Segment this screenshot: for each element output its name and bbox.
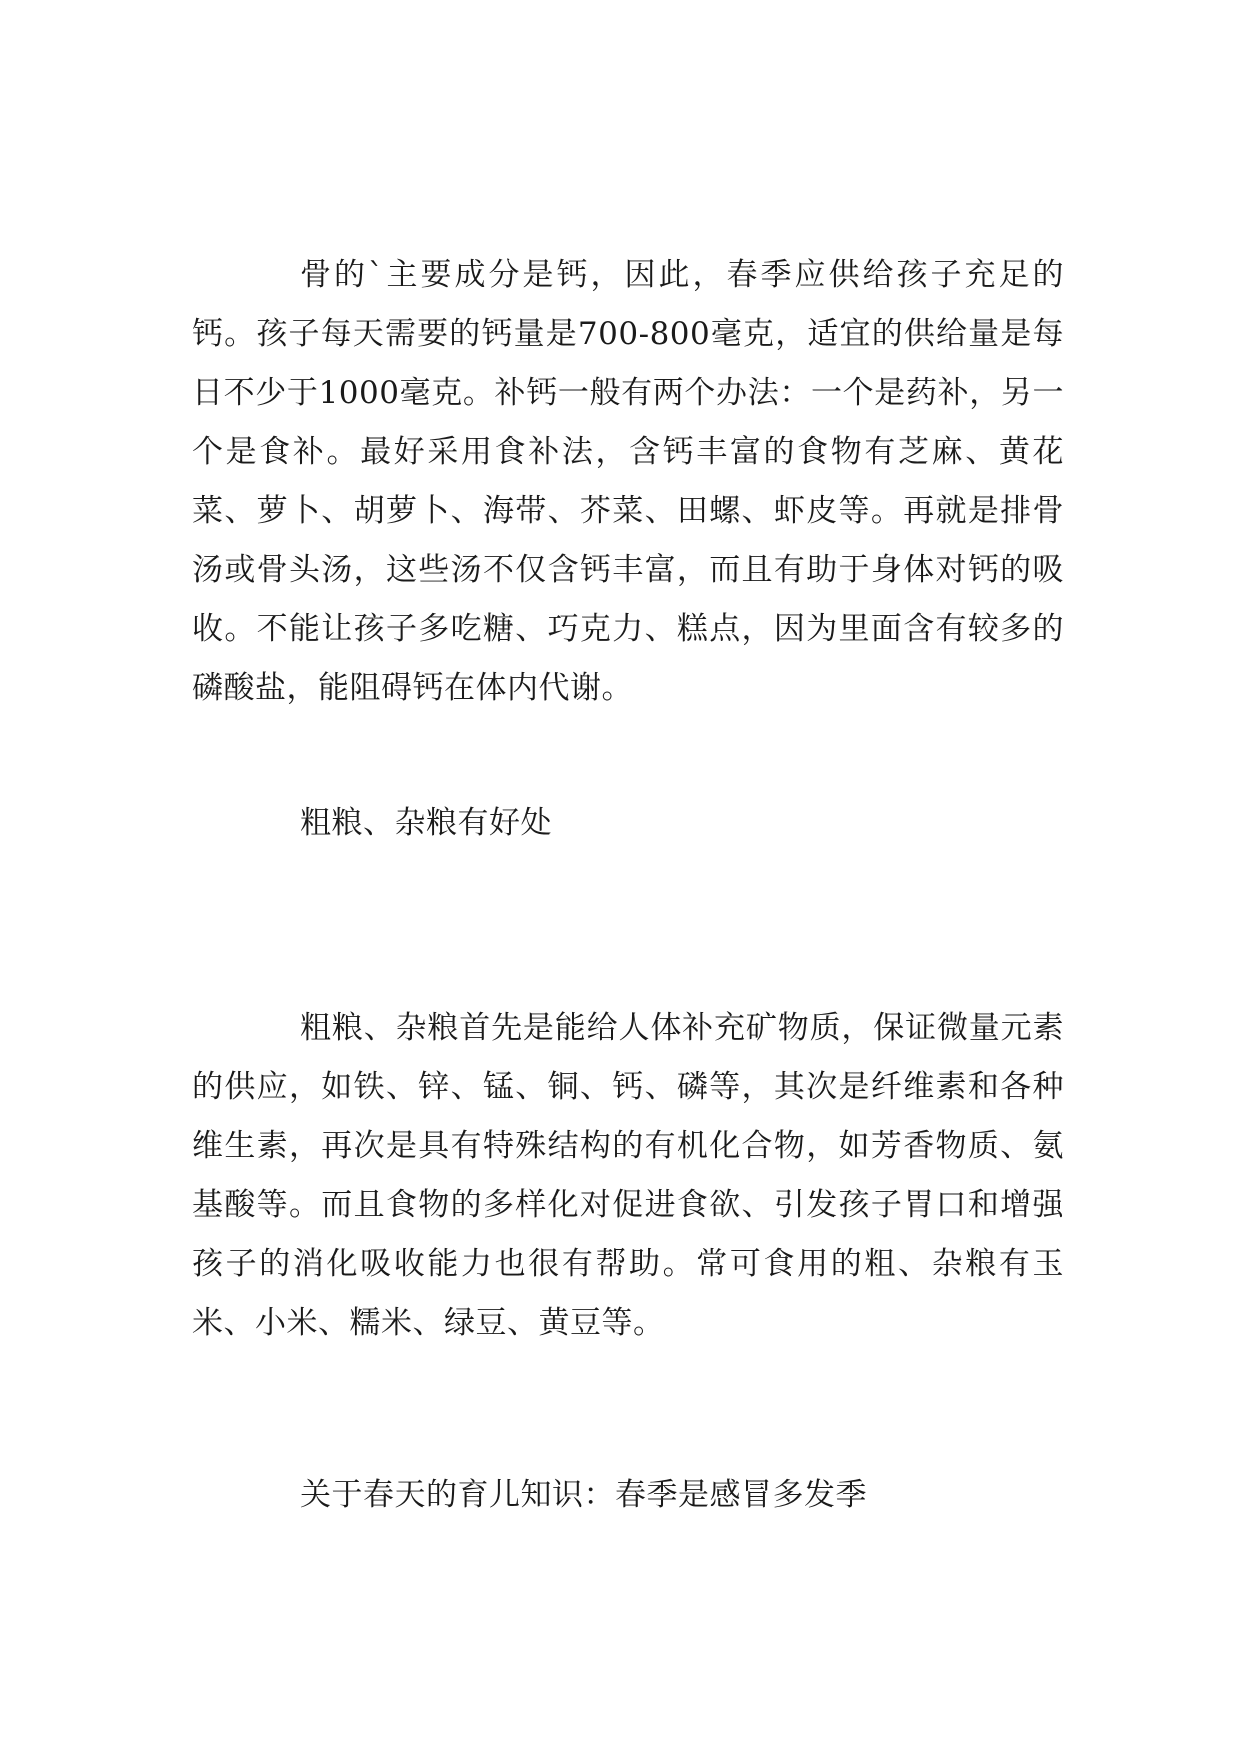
paragraph-calcium: 骨的`主要成分是钙，因此，春季应供给孩子充足的钙。孩子每天需要的钙量是700-800毫克，适宜的供给量是每日不少于1000毫克。补钙一般有两个办法：一个是药补，另一个是食补。最好采用食补法，含钙丰富的食物有芝麻、黄花菜、萝卜、胡萝卜、海带、芥菜、田螺、虾皮等。再就是排骨汤或骨头汤，这些汤不仅含钙丰富，而且有助于身体对钙的吸收。不能让孩子多吃糖、巧克力、糕点，因为里面含有较多的磷酸盐，能阻碍钙在体内代谢。	[192, 257, 1064, 706]
section-heading-coarse-grains: 粗粮、杂粮有好处	[300, 805, 552, 841]
section-heading-spring-colds: 关于春天的育儿知识：春季是感冒多发季	[300, 1477, 867, 1513]
paragraph-coarse-grains: 粗粮、杂粮首先是能给人体补充矿物质，保证微量元素的供应，如铁、锌、锰、铜、钙、磷等，其次是纤维素和各种维生素，再次是具有特殊结构的有机化合物，如芳香物质、氨基酸等。而且食物的多样化对促进食欲、引发孩子胃口和增强孩子的消化吸收能力也很有帮助。常可食用的粗、杂粮有玉米、小米、糯米、绿豆、黄豆等。	[192, 1010, 1064, 1341]
